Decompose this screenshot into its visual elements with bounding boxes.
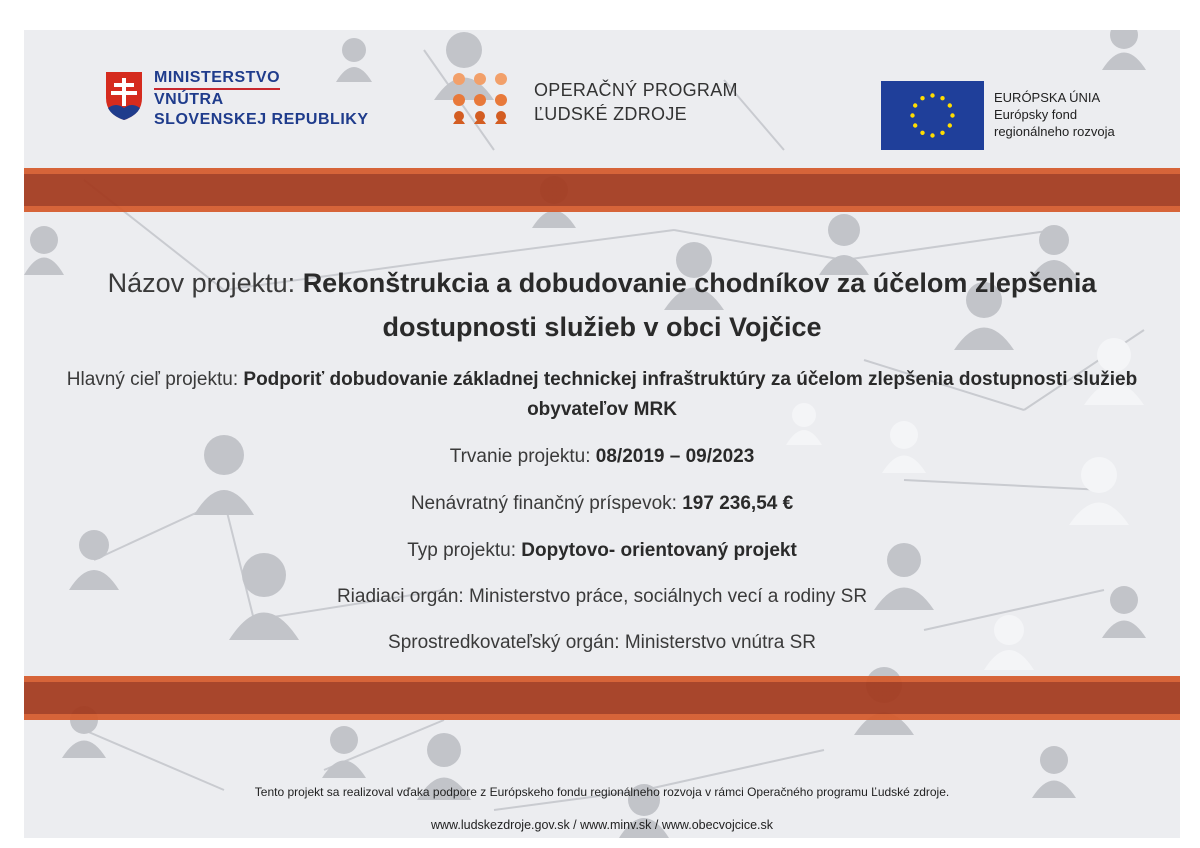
poster bbox=[24, 30, 1180, 838]
project-name-line1 bbox=[24, 263, 1180, 303]
slovak-coat-of-arms-icon bbox=[104, 70, 144, 122]
duration-value: 08/2019 – 09/2023 bbox=[595, 446, 755, 467]
eu-name bbox=[994, 89, 1164, 140]
grant-value: 197 236,54 € bbox=[682, 493, 794, 514]
duration-label: Trvanie projektu: bbox=[449, 446, 591, 467]
eu-flag-icon bbox=[881, 81, 984, 150]
footer-links: www.ludskezdroje.gov.sk / www.minv.sk / www.obecvojcice.sk bbox=[430, 818, 773, 832]
project-name-line2 bbox=[24, 307, 1180, 347]
top-stripe bbox=[24, 168, 1180, 212]
op-dots-icon bbox=[451, 72, 511, 130]
project-name-value-cont: dostupnosti služieb v obci Vojčice bbox=[382, 312, 822, 342]
project-goal-value: Podporiť dobudovanie základnej technickej infraštruktúry za účelom zlepšenia dostupnosti služieb bbox=[243, 369, 1138, 390]
header-logos bbox=[24, 30, 1180, 165]
op-name-line2: ĽUDSKÉ ZDROJE bbox=[534, 104, 687, 124]
project-type bbox=[24, 538, 1180, 564]
ministry-name-line2: VNÚTRA bbox=[154, 91, 224, 108]
project-goal-line2 bbox=[24, 397, 1180, 423]
managing-authority: Riadiaci orgán: Ministerstvo práce, sociálnych vecí a rodiny SR bbox=[336, 586, 868, 607]
project-goal-label: Hlavný cieľ projektu: bbox=[66, 369, 239, 390]
ministry-name-line1: MINISTERSTVO bbox=[154, 68, 280, 90]
project-duration bbox=[24, 444, 1180, 470]
ministry-name bbox=[154, 68, 414, 130]
type-value: Dopytovo- orientovaný projekt bbox=[521, 540, 797, 561]
project-grant bbox=[24, 491, 1180, 517]
project-name-label: Názov projektu: bbox=[107, 268, 296, 298]
project-goal-line1 bbox=[24, 367, 1180, 393]
footer-note: Tento projekt sa realizoval vďaka podpore z Európskeho fondu regionálneho rozvoja v rámci Operačného programu Ľudské zdroje. bbox=[254, 785, 950, 799]
type-label: Typ projektu: bbox=[407, 540, 516, 561]
project-name-value: Rekonštrukcia a dobudovanie chodníkov za účelom zlepšenia bbox=[302, 268, 1097, 298]
intermediate-body: Sprostredkovateľský orgán: Ministerstvo vnútra SR bbox=[388, 632, 816, 653]
eu-name-line2: Európsky fond bbox=[994, 107, 1078, 122]
eu-name-line1: EURÓPSKA ÚNIA bbox=[994, 90, 1101, 105]
ministry-name-line3: SLOVENSKEJ REPUBLIKY bbox=[154, 111, 369, 128]
op-name-line1: OPERAČNÝ PROGRAM bbox=[534, 80, 738, 100]
eu-name-line3: regionálneho rozvoja bbox=[994, 124, 1115, 139]
op-name bbox=[534, 78, 754, 126]
bottom-stripe bbox=[24, 676, 1180, 720]
grant-label: Nenávratný finančný príspevok: bbox=[410, 493, 677, 514]
project-goal-value-cont: obyvateľov MRK bbox=[527, 399, 677, 420]
